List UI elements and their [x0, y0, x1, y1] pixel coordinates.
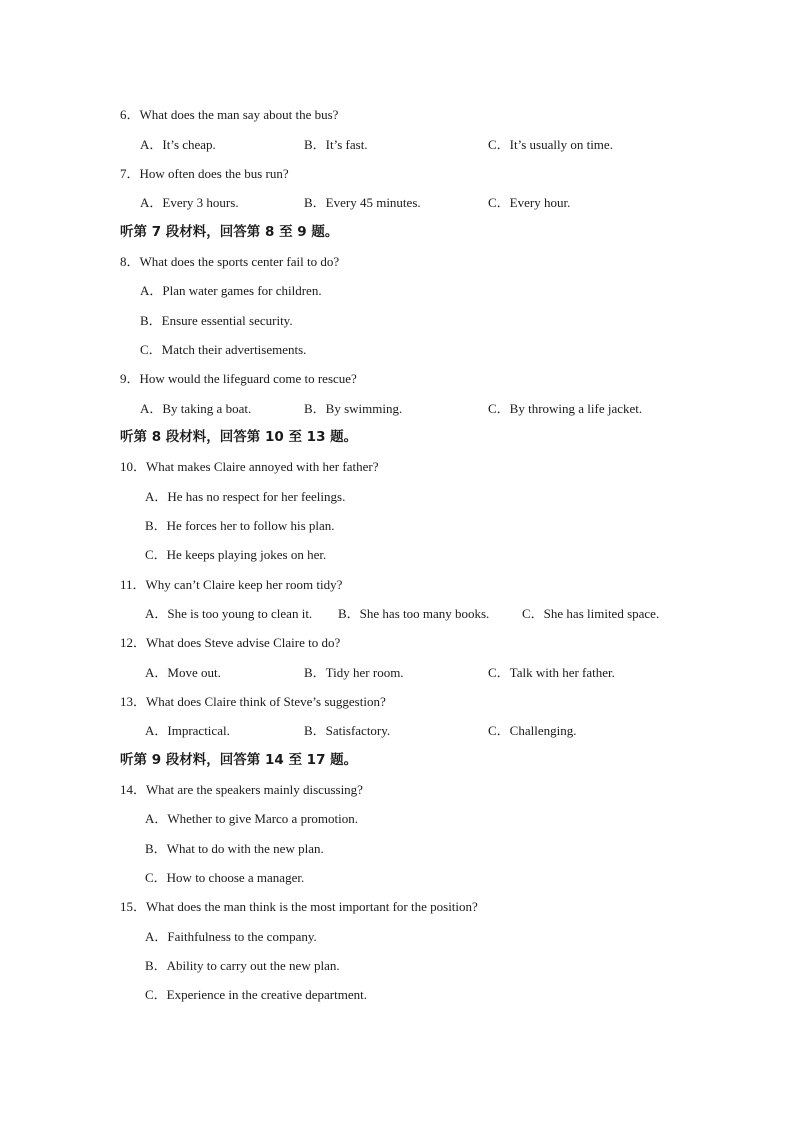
option-7b: B．Every 45 minutes. — [304, 195, 421, 210]
option-14c: C．How to choose a manager. — [145, 870, 305, 885]
section-heading-7: 听第 7 段材料，回答第 8 至 9 题。 — [120, 224, 339, 240]
option-8c: C．Match their advertisements. — [140, 342, 307, 357]
question-14: 14．What are the speakers mainly discussing? — [120, 782, 363, 797]
option-15a: A．Faithfulness to the company. — [145, 929, 317, 944]
option-11a: A．She is too young to clean it. — [145, 606, 313, 621]
option-9a: A．By taking a boat. — [140, 401, 252, 416]
question-11: 11．Why can’t Claire keep her room tidy? — [120, 577, 343, 592]
option-6b: B．It’s fast. — [304, 137, 368, 152]
option-8b: B．Ensure essential security. — [140, 313, 293, 328]
question-13: 13．What does Claire think of Steve’s suggestion? — [120, 694, 386, 709]
option-15b: B．Ability to carry out the new plan. — [145, 958, 340, 973]
question-9: 9．How would the lifeguard come to rescue? — [120, 371, 357, 386]
option-14b: B．What to do with the new plan. — [145, 841, 324, 856]
option-14a: A．Whether to give Marco a promotion. — [145, 811, 358, 826]
question-8: 8．What does the sports center fail to do? — [120, 254, 340, 269]
option-10c: C．He keeps playing jokes on her. — [145, 547, 327, 562]
option-13c: C．Challenging. — [488, 723, 577, 738]
option-12a: A．Move out. — [145, 665, 221, 680]
question-10: 10．What makes Claire annoyed with her father? — [120, 459, 379, 474]
question-7: 7．How often does the bus run? — [120, 166, 289, 181]
option-12b: B．Tidy her room. — [304, 665, 404, 680]
option-13a: A．Impractical. — [145, 723, 230, 738]
option-9b: B．By swimming. — [304, 401, 403, 416]
option-6a: A．It’s cheap. — [140, 137, 216, 152]
section-heading-9: 听第 9 段材料，回答第 14 至 17 题。 — [120, 752, 358, 768]
option-10a: A．He has no respect for her feelings. — [145, 489, 346, 504]
question-12: 12．What does Steve advise Claire to do? — [120, 635, 341, 650]
option-7a: A．Every 3 hours. — [140, 195, 239, 210]
option-15c: C．Experience in the creative department. — [145, 987, 367, 1002]
section-heading-8: 听第 8 段材料，回答第 10 至 13 题。 — [120, 429, 358, 445]
question-15: 15．What does the man think is the most important for the position? — [120, 899, 478, 914]
option-13b: B．Satisfactory. — [304, 723, 391, 738]
option-8a: A．Plan water games for children. — [140, 283, 322, 298]
question-6: 6．What does the man say about the bus? — [120, 107, 339, 122]
option-11b: B．She has too many books. — [338, 606, 490, 621]
option-9c: C．By throwing a life jacket. — [488, 401, 643, 416]
option-10b: B．He forces her to follow his plan. — [145, 518, 335, 533]
option-11c: C．She has limited space. — [522, 606, 660, 621]
option-6c: C．It’s usually on time. — [488, 137, 613, 152]
option-12c: C．Talk with her father. — [488, 665, 615, 680]
option-7c: C．Every hour. — [488, 195, 571, 210]
